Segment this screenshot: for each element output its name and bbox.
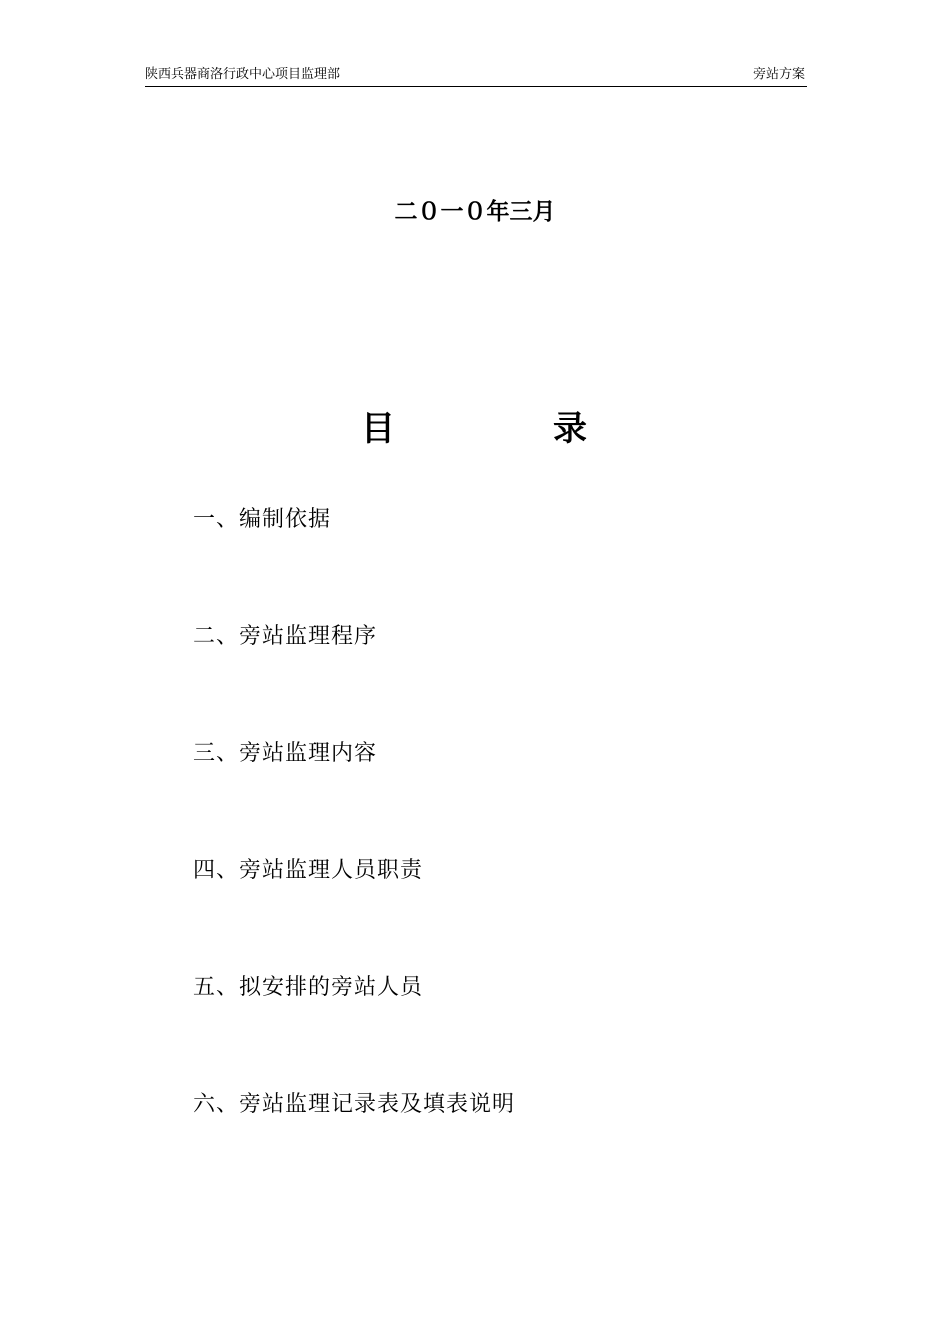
header-organization: 陕西兵器商洛行政中心项目监理部 (145, 67, 341, 82)
toc-item-2: 二、旁站监理程序 (193, 624, 378, 649)
toc-title-second-char: 录 (553, 409, 587, 449)
toc-item-4: 四、旁站监理人员职责 (193, 858, 424, 883)
toc-title-first-char: 目 (361, 409, 395, 449)
toc-item-1: 一、编制依据 (193, 507, 332, 532)
document-date: 二０一０年三月 (394, 199, 556, 225)
header-document-type: 旁站方案 (752, 67, 805, 82)
toc-item-5: 五、拟安排的旁站人员 (193, 975, 424, 1000)
toc-item-6: 六、旁站监理记录表及填表说明 (193, 1092, 516, 1117)
toc-title (0, 404, 950, 454)
toc-item-3: 三、旁站监理内容 (193, 741, 378, 766)
page-header (145, 66, 807, 87)
